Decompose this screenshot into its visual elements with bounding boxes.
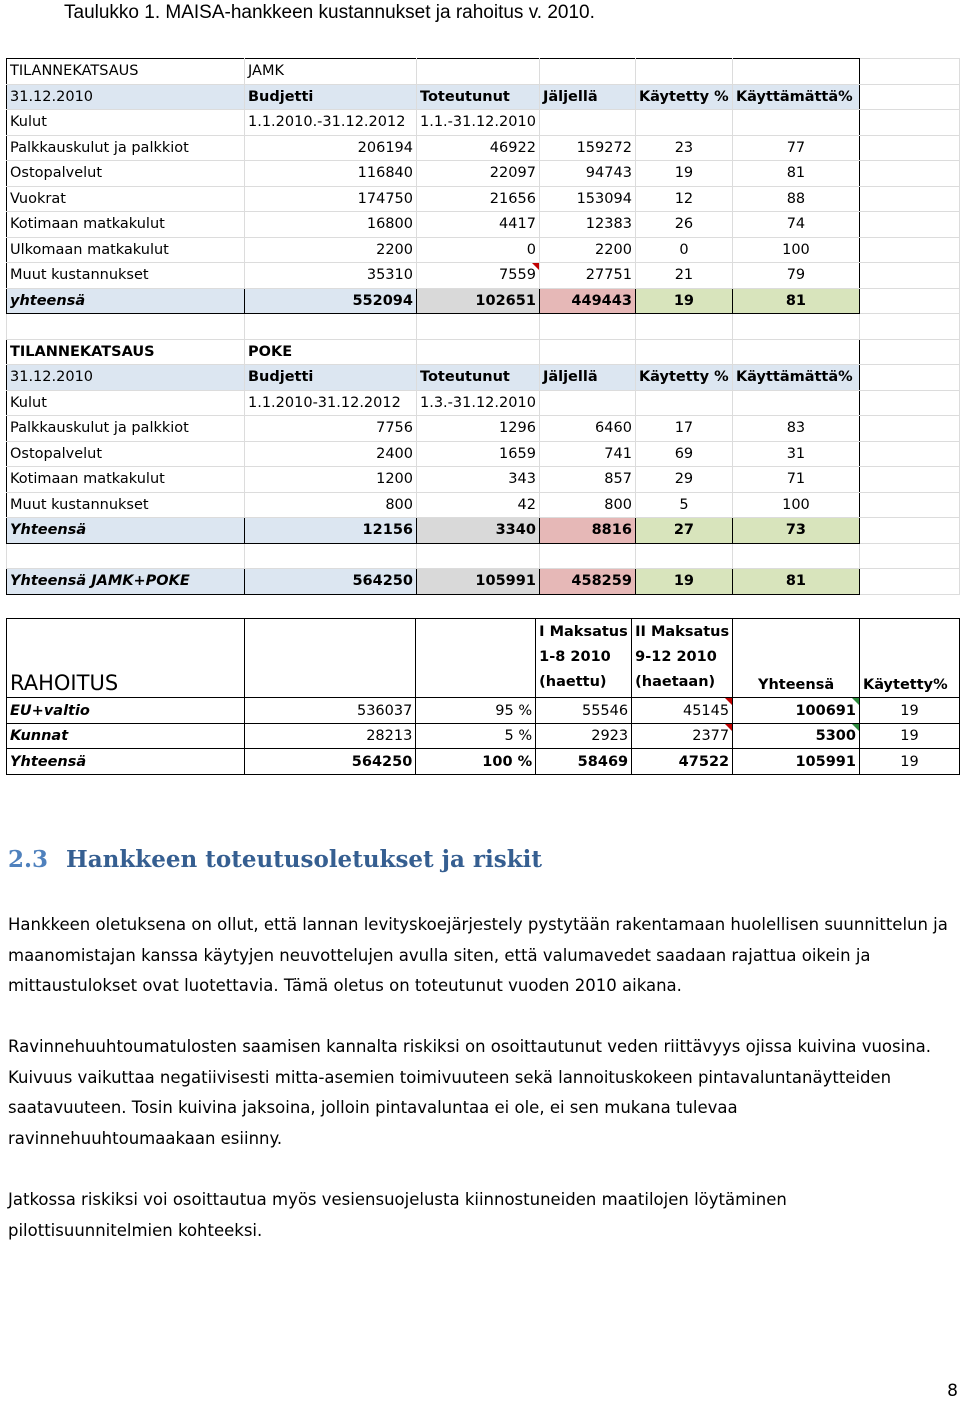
table-caption: Taulukko 1. MAISA-hankkeen kustannukset ja rahoitus v. 2010.	[64, 2, 595, 23]
rahoitus-row	[7, 723, 960, 749]
jamk-date: 31.12.2010	[7, 84, 245, 110]
poke-header: Käyttämättä%	[732, 365, 859, 391]
empty-cell	[732, 390, 859, 416]
row-value: 2200	[245, 237, 417, 263]
empty-cell	[635, 314, 732, 340]
row-value: 42	[417, 492, 540, 518]
poke-kulut-label: Kulut	[7, 390, 245, 416]
empty-cell	[859, 186, 959, 212]
poke-kulut-budjetti-period: 1.1.2010-31.12.2012	[245, 390, 417, 416]
row-value: 800	[245, 492, 417, 518]
empty-cell	[7, 543, 245, 569]
table-row	[7, 492, 960, 518]
rahoitus-value: 58469	[536, 749, 632, 775]
grand-total-row	[7, 569, 960, 595]
rahoitus-value: 5 %	[416, 723, 536, 749]
table-row	[7, 135, 960, 161]
row-value: 21656	[417, 186, 540, 212]
poke-name: POKE	[245, 339, 417, 365]
rahoitus-label: Kunnat	[7, 723, 245, 749]
row-value: 31	[732, 441, 859, 467]
empty-cell	[539, 314, 635, 340]
empty-cell	[859, 314, 959, 340]
jamk-title: TILANNEKATSAUS	[7, 59, 245, 85]
row-value: 88	[732, 186, 859, 212]
empty-cell	[635, 543, 732, 569]
empty-cell	[417, 543, 540, 569]
table-row	[7, 441, 960, 467]
empty-cell	[859, 263, 959, 289]
row-value: 741	[539, 441, 635, 467]
total-budjetti: 552094	[245, 288, 417, 314]
total-jaljella: 458259	[539, 569, 635, 595]
table-row	[7, 161, 960, 187]
empty-cell	[859, 416, 959, 442]
row-value: 100	[732, 492, 859, 518]
row-value: 81	[732, 161, 859, 187]
row-value: 71	[732, 467, 859, 493]
jamk-title-row	[7, 59, 960, 85]
row-value: 74	[732, 212, 859, 238]
empty-cell	[245, 314, 417, 340]
total-budjetti: 564250	[245, 569, 417, 595]
row-value: 12383	[539, 212, 635, 238]
row-value: 23	[635, 135, 732, 161]
row-value: 22097	[417, 161, 540, 187]
total-label: Yhteensä	[7, 518, 245, 544]
header-budjetti: Budjetti	[245, 84, 417, 110]
empty-cell	[539, 543, 635, 569]
total-jaljella: 8816	[539, 518, 635, 544]
empty-cell	[245, 543, 417, 569]
jamk-kulut-label: Kulut	[7, 110, 245, 136]
row-value: 83	[732, 416, 859, 442]
row-label: Muut kustannukset	[7, 263, 245, 289]
paragraph-1: Hankkeen oletuksena on ollut, että lannan levityskoejärjestely pystytään rakentamaan huolellisen suunnittelun ja maanomistajan kanssa käytyjen neuvottelujen avulla siten, että valumavedet saadaan rajattua oikein ja mittaustulokset ovat luotettavia. Tämä oletus on toteutunut vuoden 2010 aikana.	[8, 915, 948, 995]
empty-cell	[732, 339, 859, 365]
row-label: Muut kustannukset	[7, 492, 245, 518]
rahoitus-value: 105991	[733, 749, 860, 775]
row-value: 100	[732, 237, 859, 263]
empty-cell	[859, 441, 959, 467]
rahoitus-value: 47522	[632, 749, 733, 775]
row-label: Ulkomaan matkakulut	[7, 237, 245, 263]
jamk-total-row	[7, 288, 960, 314]
section-heading	[8, 846, 542, 873]
empty-cell	[859, 543, 959, 569]
poke-title-row	[7, 339, 960, 365]
row-value: 17	[635, 416, 732, 442]
row-value: 1659	[417, 441, 540, 467]
rahoitus-table	[6, 618, 960, 775]
section-number: 2.3	[8, 846, 49, 873]
table-row	[7, 212, 960, 238]
total-kaytetty: 27	[635, 518, 732, 544]
row-value: 69	[635, 441, 732, 467]
row-value: 116840	[245, 161, 417, 187]
row-value: 79	[732, 263, 859, 289]
poke-title: TILANNEKATSAUS	[7, 339, 245, 365]
total-label: yhteensä	[7, 288, 245, 314]
row-value: 94743	[539, 161, 635, 187]
row-value: 16800	[245, 212, 417, 238]
poke-kulut-toteutunut-period: 1.3.-31.12.2010	[417, 390, 540, 416]
row-value: 0	[635, 237, 732, 263]
empty-cell	[732, 543, 859, 569]
row-label: Palkkauskulut ja palkkiot	[7, 135, 245, 161]
rahoitus-value: 100 %	[416, 749, 536, 775]
header-maksatus-2: II Maksatus 9-12 2010 (haetaan)	[632, 619, 733, 698]
row-value: 26	[635, 212, 732, 238]
row-value: 19	[635, 161, 732, 187]
poke-header-row	[7, 365, 960, 391]
poke-header: Käytetty %	[635, 365, 732, 391]
empty-cell	[859, 288, 959, 314]
row-value: 153094	[539, 186, 635, 212]
empty-cell	[859, 467, 959, 493]
row-value: 159272	[539, 135, 635, 161]
empty-cell	[859, 492, 959, 518]
jamk-kulut-budjetti-period: 1.1.2010.-31.12.2012	[245, 110, 417, 136]
table-row	[7, 416, 960, 442]
header-kaytetty: Käytetty %	[635, 84, 732, 110]
rahoitus-value: 45145	[632, 698, 733, 724]
header-kaytetty-pct: Käytetty%	[859, 619, 959, 698]
rahoitus-label: Yhteensä	[7, 749, 245, 775]
row-value: 5	[635, 492, 732, 518]
empty-cell	[859, 339, 959, 365]
total-kaytetty: 19	[635, 288, 732, 314]
total-jaljella: 449443	[539, 288, 635, 314]
row-value: 7559	[417, 263, 540, 289]
rahoitus-row	[7, 698, 960, 724]
empty-cell	[732, 314, 859, 340]
empty-cell	[859, 212, 959, 238]
section-title: Hankkeen toteutusoletukset ja riskit	[66, 846, 543, 873]
total-toteutunut: 105991	[417, 569, 540, 595]
rahoitus-row	[7, 749, 960, 775]
total-kayttamatta: 81	[732, 569, 859, 595]
header-maksatus-1: I Maksatus 1-8 2010 (haettu)	[536, 619, 632, 698]
rahoitus-value: 19	[859, 723, 959, 749]
row-label: Kotimaan matkakulut	[7, 467, 245, 493]
spacer-row	[7, 314, 960, 340]
row-value: 6460	[539, 416, 635, 442]
empty-cell	[859, 135, 959, 161]
total-label: Yhteensä JAMK+POKE	[7, 569, 245, 595]
rahoitus-title: RAHOITUS	[7, 619, 245, 698]
rahoitus-value: 95 %	[416, 698, 536, 724]
row-label: Ostopalvelut	[7, 161, 245, 187]
total-kaytetty: 19	[635, 569, 732, 595]
rahoitus-value: 5300	[733, 723, 860, 749]
row-label: Ostopalvelut	[7, 441, 245, 467]
jamk-name: JAMK	[245, 59, 417, 85]
rahoitus-header-row	[7, 619, 960, 698]
row-value: 800	[539, 492, 635, 518]
header-kayttamatta: Käyttämättä%	[732, 84, 859, 110]
row-value: 35310	[245, 263, 417, 289]
row-value: 343	[417, 467, 540, 493]
spacer-row	[7, 543, 960, 569]
poke-total-row	[7, 518, 960, 544]
row-value: 21	[635, 263, 732, 289]
header-toteutunut: Toteutunut	[417, 84, 540, 110]
rahoitus-value: 536037	[244, 698, 416, 724]
row-value: 0	[417, 237, 540, 263]
jamk-kulut-row	[7, 110, 960, 136]
total-toteutunut: 3340	[417, 518, 540, 544]
poke-header: Toteutunut	[417, 365, 540, 391]
row-value: 206194	[245, 135, 417, 161]
rahoitus-value: 100691	[733, 698, 860, 724]
row-value: 29	[635, 467, 732, 493]
rahoitus-value: 2377	[632, 723, 733, 749]
row-value: 1200	[245, 467, 417, 493]
total-kayttamatta: 81	[732, 288, 859, 314]
header-jaljella: Jäljellä	[539, 84, 635, 110]
table-row	[7, 186, 960, 212]
empty-cell	[859, 365, 959, 391]
page-number: 8	[947, 1381, 958, 1401]
row-label: Kotimaan matkakulut	[7, 212, 245, 238]
poke-header: Budjetti	[245, 365, 417, 391]
table-row	[7, 467, 960, 493]
row-value: 174750	[245, 186, 417, 212]
jamk-header-row	[7, 84, 960, 110]
row-value: 7756	[245, 416, 417, 442]
row-value: 77	[732, 135, 859, 161]
total-toteutunut: 102651	[417, 288, 540, 314]
rahoitus-value: 564250	[244, 749, 416, 775]
row-label: Palkkauskulut ja palkkiot	[7, 416, 245, 442]
jamk-kulut-toteutunut-period: 1.1.-31.12.2010	[417, 110, 540, 136]
table-row	[7, 237, 960, 263]
row-value: 857	[539, 467, 635, 493]
empty-cell	[539, 390, 635, 416]
rahoitus-value: 19	[859, 698, 959, 724]
paragraph-2: Ravinnehuuhtoumatulosten saamisen kannalta riskiksi on osoittautunut veden riittävyys ojissa kuivina vuosina. Kuivuus vaikuttaa negatiivisesti mitta-asemien toimivuuteen sekä lannoituskokeen pintavaluntanäytteiden saatavuuteen. Tosin kuivina jaksoina, jolloin pintavaluntaa ei ole, ei sen mukana tulevaa ravinnehuuhtoumaakaan esiinny.	[8, 1037, 932, 1148]
poke-date: 31.12.2010	[7, 365, 245, 391]
empty-cell	[635, 339, 732, 365]
row-value: 2400	[245, 441, 417, 467]
poke-header: Jäljellä	[539, 365, 635, 391]
empty-cell	[859, 569, 959, 595]
row-value: 1296	[417, 416, 540, 442]
empty-cell	[635, 390, 732, 416]
total-kayttamatta: 73	[732, 518, 859, 544]
rahoitus-value: 19	[859, 749, 959, 775]
empty-cell	[7, 314, 245, 340]
rahoitus-value: 2923	[536, 723, 632, 749]
empty-cell	[417, 339, 540, 365]
empty-cell	[859, 390, 959, 416]
empty-cell	[859, 161, 959, 187]
paragraph-3: Jatkossa riskiksi voi osoittautua myös vesiensuojelusta kiinnostuneiden maatilojen löytäminen pilottisuunnitelmien kohteeksi.	[8, 1190, 787, 1240]
empty-cell	[859, 237, 959, 263]
rahoitus-label: EU+valtio	[7, 698, 245, 724]
rahoitus-value: 55546	[536, 698, 632, 724]
empty-cell	[859, 518, 959, 544]
poke-kulut-row	[7, 390, 960, 416]
header-yhteensa: Yhteensä	[733, 619, 860, 698]
row-value: 46922	[417, 135, 540, 161]
row-value: 2200	[539, 237, 635, 263]
empty-cell	[417, 314, 540, 340]
cost-table	[6, 58, 960, 595]
row-value: 12	[635, 186, 732, 212]
total-budjetti: 12156	[245, 518, 417, 544]
table-row	[7, 263, 960, 289]
row-value: 4417	[417, 212, 540, 238]
row-label: Vuokrat	[7, 186, 245, 212]
row-value: 27751	[539, 263, 635, 289]
empty-cell	[539, 339, 635, 365]
rahoitus-value: 28213	[244, 723, 416, 749]
